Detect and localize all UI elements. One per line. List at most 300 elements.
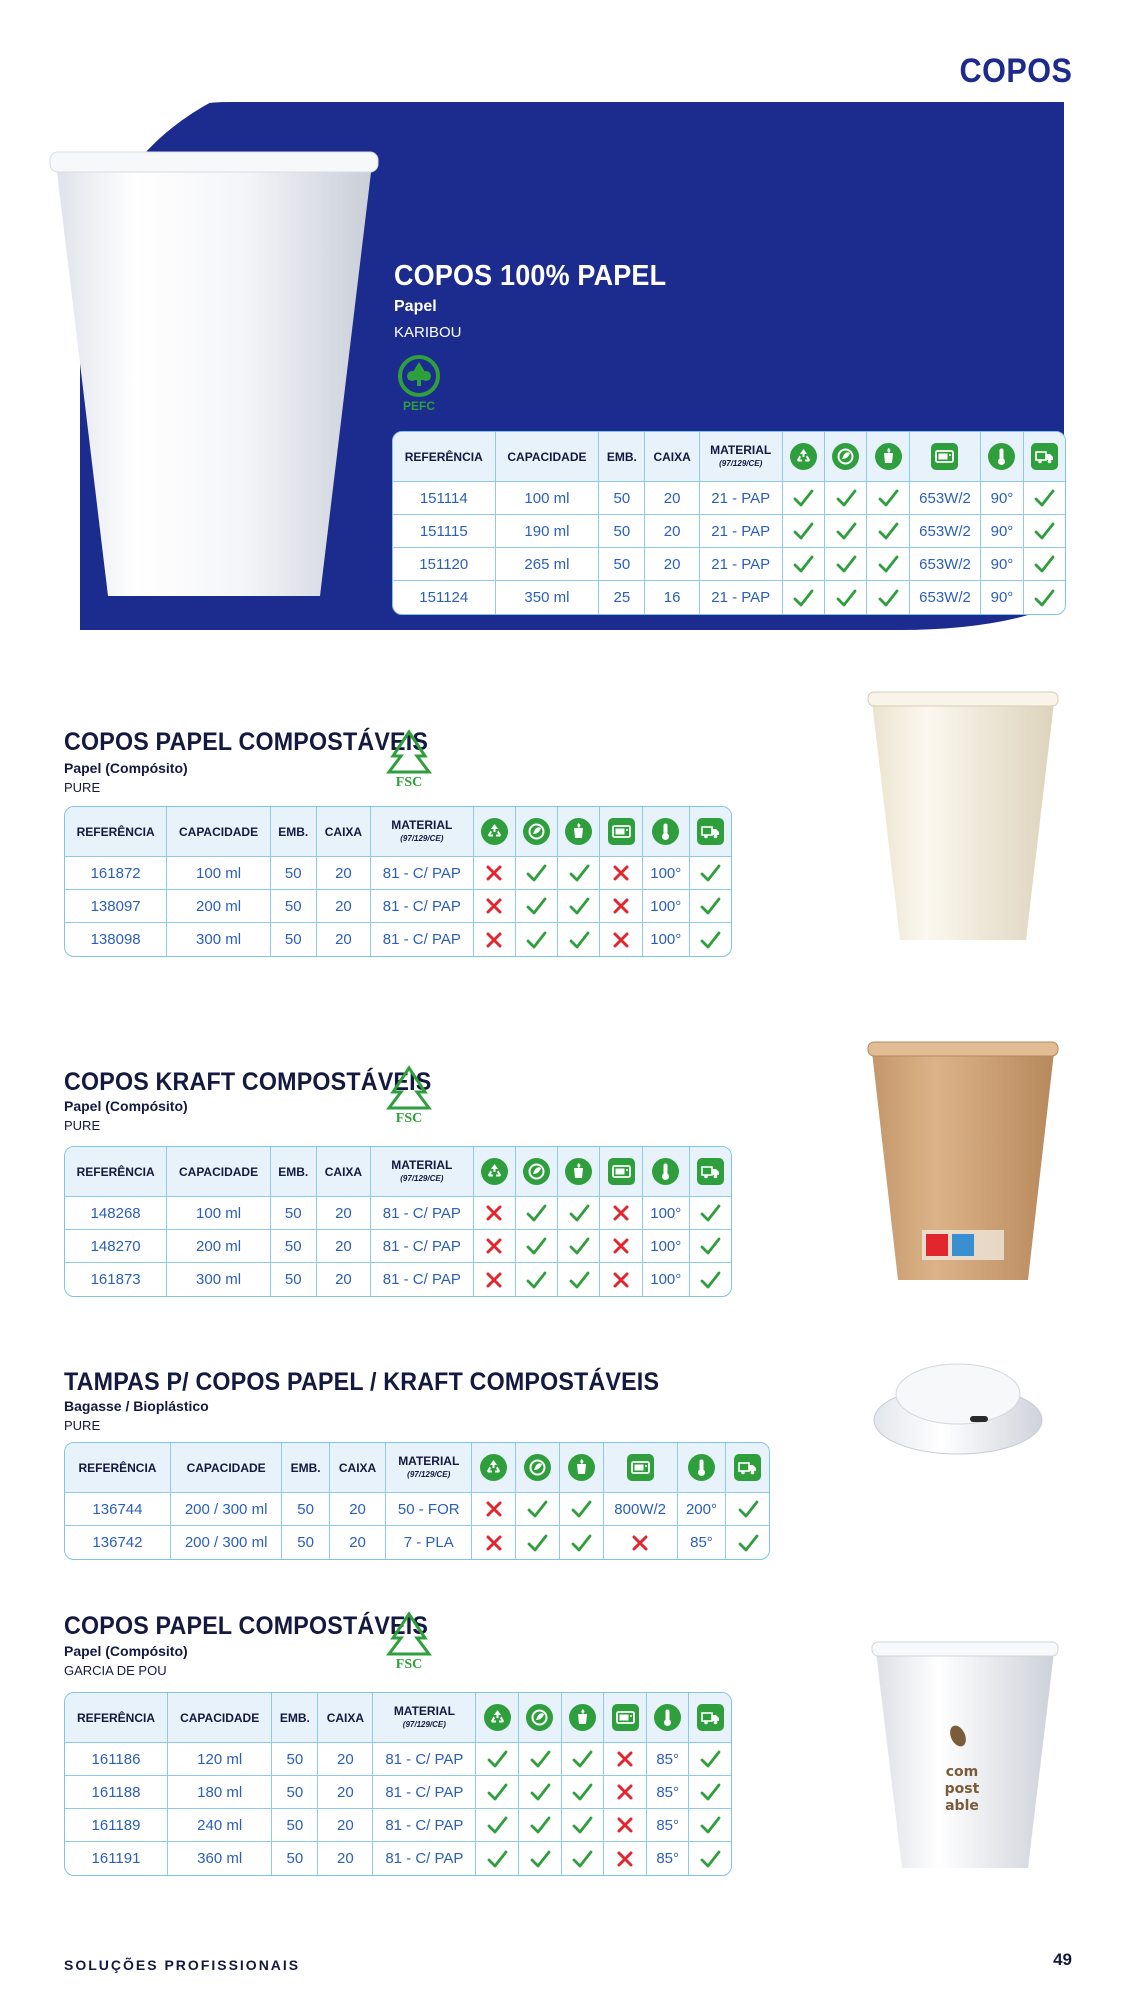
cell-caixa: 20 — [318, 1809, 373, 1842]
header-organic-waste-icon — [867, 432, 909, 482]
cell: 653W/2 — [910, 515, 982, 548]
cross-icon — [610, 895, 632, 917]
cell-ref: 151124 — [393, 581, 496, 614]
header-recyclable-icon — [472, 1443, 516, 1493]
check-icon — [699, 895, 721, 917]
compostable-paper-cup-image — [870, 1640, 1060, 1872]
section-title: COPOS 100% PAPEL — [394, 260, 667, 292]
cell: 100° — [643, 1197, 690, 1230]
cell — [1024, 482, 1065, 515]
table-row — [65, 857, 731, 890]
cell — [690, 1197, 731, 1230]
check-icon — [1033, 553, 1055, 575]
header-delivery-truck-icon — [689, 1693, 731, 1743]
cell — [726, 1526, 769, 1559]
cell-emb: 50 — [271, 1230, 317, 1263]
cross-icon — [629, 1532, 651, 1554]
cross-icon — [483, 929, 505, 951]
cell: 200° — [678, 1493, 727, 1526]
cell — [558, 1197, 600, 1230]
cell — [783, 515, 825, 548]
header-compostable-icon — [516, 807, 558, 857]
cell-emb: 50 — [599, 515, 645, 548]
check-icon — [529, 1781, 551, 1803]
cell: 800W/2 — [604, 1493, 678, 1526]
cell-caixa: 20 — [318, 1842, 373, 1875]
cell — [867, 548, 909, 581]
fsc-logo-text: FSC — [395, 775, 423, 790]
cell: 90° — [981, 548, 1023, 581]
check-icon — [525, 929, 547, 951]
cell-material: 81 - C/ PAP — [371, 857, 473, 890]
cell — [825, 515, 867, 548]
check-icon — [526, 1498, 548, 1520]
table-row — [65, 1493, 769, 1526]
table-row — [393, 482, 1065, 515]
cell-capacity: 200 / 300 ml — [171, 1493, 282, 1526]
cell-caixa: 20 — [317, 1230, 371, 1263]
cell-material: 7 - PLA — [386, 1526, 472, 1559]
cell-emb: 50 — [271, 1197, 317, 1230]
cell — [560, 1493, 604, 1526]
cross-icon — [614, 1848, 636, 1870]
table-row — [65, 1776, 731, 1809]
header-material: MATERIAL (97/129/CE) — [700, 432, 783, 482]
page-number: 49 — [1053, 1950, 1072, 1969]
compostable-icon — [526, 1704, 553, 1731]
check-icon — [526, 1532, 548, 1554]
cell — [867, 515, 909, 548]
organic-waste-icon — [565, 1158, 592, 1185]
section-brand: PURE — [64, 1418, 101, 1433]
cell — [604, 1743, 647, 1776]
cross-icon — [614, 1748, 636, 1770]
table-row — [393, 548, 1065, 581]
cup-print-text: post — [944, 1781, 980, 1797]
cell — [562, 1743, 605, 1776]
cell: 85° — [678, 1526, 727, 1559]
delivery-truck-icon — [697, 818, 724, 845]
microwave-icon — [612, 1704, 639, 1731]
cell — [474, 1263, 516, 1296]
header-emb: EMB. — [599, 432, 645, 482]
cell-emb: 50 — [599, 548, 645, 581]
compostable-icon — [524, 1454, 551, 1481]
cream-paper-cup-image — [866, 690, 1060, 944]
cell-emb: 50 — [271, 890, 317, 923]
header-capacity: CAPACIDADE — [171, 1443, 282, 1493]
cell — [825, 548, 867, 581]
spec-table — [64, 1442, 770, 1560]
cell — [558, 857, 600, 890]
cell — [604, 1842, 647, 1875]
header-microwave-icon — [604, 1443, 678, 1493]
cross-icon — [483, 1269, 505, 1291]
cell-emb: 50 — [272, 1842, 318, 1875]
microwave-icon — [931, 443, 958, 470]
cell — [519, 1842, 562, 1875]
check-icon — [568, 929, 590, 951]
header-capacity: CAPACIDADE — [167, 807, 271, 857]
cell — [600, 923, 642, 956]
cell-material: 81 - C/ PAP — [371, 1263, 473, 1296]
check-icon — [529, 1748, 551, 1770]
section-subtitle: Papel — [394, 298, 437, 315]
table-row — [65, 1263, 731, 1296]
cell — [600, 1230, 642, 1263]
header-thermometer-icon — [981, 432, 1023, 482]
check-icon — [570, 1498, 592, 1520]
header-microwave-icon — [600, 1147, 642, 1197]
section-subtitle: Papel (Compósito) — [64, 1098, 188, 1114]
check-icon — [486, 1748, 508, 1770]
cell-ref: 161872 — [65, 857, 167, 890]
cell — [516, 1526, 560, 1559]
cell — [690, 1230, 731, 1263]
section-brand: GARCIA DE POU — [64, 1663, 167, 1678]
table-header-row — [65, 1443, 769, 1493]
cell-ref: 161188 — [65, 1776, 168, 1809]
cell — [516, 1493, 560, 1526]
cross-icon — [614, 1814, 636, 1836]
compostable-icon — [523, 1158, 550, 1185]
cell-ref: 161191 — [65, 1842, 168, 1875]
cell-capacity: 120 ml — [168, 1743, 272, 1776]
cell — [519, 1809, 562, 1842]
delivery-truck-icon — [697, 1704, 724, 1731]
cell — [476, 1809, 519, 1842]
header-delivery-truck-icon — [1024, 432, 1065, 482]
cell — [558, 1263, 600, 1296]
header-recyclable-icon — [476, 1693, 519, 1743]
cell-ref: 161186 — [65, 1743, 168, 1776]
header-compostable-icon — [516, 1443, 560, 1493]
header-capacity: CAPACIDADE — [168, 1693, 272, 1743]
thermometer-icon — [652, 818, 679, 845]
spec-table — [64, 1146, 732, 1297]
check-icon — [737, 1532, 759, 1554]
cell-emb: 50 — [272, 1743, 318, 1776]
table-row — [65, 890, 731, 923]
cell — [1024, 548, 1065, 581]
cell-ref: 136744 — [65, 1493, 171, 1526]
cell-ref: 161873 — [65, 1263, 167, 1296]
section-subtitle: Papel (Compósito) — [64, 760, 188, 776]
check-icon — [568, 1269, 590, 1291]
cross-icon — [483, 1532, 505, 1554]
check-icon — [699, 1748, 721, 1770]
check-icon — [1033, 587, 1055, 609]
organic-waste-icon — [569, 1704, 596, 1731]
header-caixa: CAIXA — [318, 1693, 373, 1743]
check-icon — [568, 1202, 590, 1224]
header-ref: REFERÊNCIA — [65, 1147, 167, 1197]
cell-material: 81 - C/ PAP — [373, 1809, 476, 1842]
cell-caixa: 20 — [330, 1493, 386, 1526]
cell: 100° — [643, 1230, 690, 1263]
cell — [690, 890, 731, 923]
cell-ref: 151114 — [393, 482, 496, 515]
microwave-icon — [608, 818, 635, 845]
cell-ref: 151120 — [393, 548, 496, 581]
footer-label: SOLUÇÕES PROFISSIONAIS — [64, 1957, 301, 1973]
cross-icon — [610, 1269, 632, 1291]
check-icon — [792, 487, 814, 509]
check-icon — [568, 895, 590, 917]
header-ref: REFERÊNCIA — [393, 432, 496, 482]
cell — [516, 923, 558, 956]
check-icon — [835, 520, 857, 542]
cell — [604, 1776, 647, 1809]
cell-emb: 50 — [282, 1493, 329, 1526]
kraft-paper-cup-image — [866, 1040, 1060, 1284]
cell: 100° — [643, 1263, 690, 1296]
cell: 85° — [647, 1809, 690, 1842]
cell-capacity: 190 ml — [496, 515, 600, 548]
cell-emb: 50 — [599, 482, 645, 515]
table-header-row — [65, 1147, 731, 1197]
check-icon — [1033, 487, 1055, 509]
organic-waste-icon — [568, 1454, 595, 1481]
section-brand: KARIBOU — [394, 324, 462, 341]
cell-ref: 138098 — [65, 923, 167, 956]
cell-ref: 136742 — [65, 1526, 171, 1559]
thermometer-icon — [652, 1158, 679, 1185]
table-row — [65, 1809, 731, 1842]
header-thermometer-icon — [647, 1693, 690, 1743]
cross-icon — [610, 929, 632, 951]
cell-caixa: 20 — [317, 923, 371, 956]
header-caixa: CAIXA — [645, 432, 700, 482]
cell — [519, 1776, 562, 1809]
recyclable-icon — [481, 1158, 508, 1185]
cell-material: 21 - PAP — [700, 548, 783, 581]
check-icon — [568, 862, 590, 884]
check-icon — [571, 1814, 593, 1836]
cross-icon — [483, 862, 505, 884]
check-icon — [486, 1848, 508, 1870]
cell — [689, 1842, 731, 1875]
cell-caixa: 20 — [645, 548, 700, 581]
recyclable-icon — [484, 1704, 511, 1731]
cross-icon — [610, 1235, 632, 1257]
check-icon — [568, 1235, 590, 1257]
cell-caixa: 16 — [645, 581, 700, 614]
cell — [825, 482, 867, 515]
spec-table — [64, 1692, 732, 1876]
pefc-logo-text: PEFC — [402, 399, 436, 413]
header-recyclable-icon — [474, 1147, 516, 1197]
cell — [690, 857, 731, 890]
section-title: COPOS KRAFT COMPOSTÁVEIS — [64, 1068, 432, 1096]
table-row — [65, 923, 731, 956]
header-emb: EMB. — [272, 1693, 318, 1743]
cell — [472, 1526, 516, 1559]
check-icon — [737, 1498, 759, 1520]
cell — [562, 1776, 605, 1809]
cell-capacity: 180 ml — [168, 1776, 272, 1809]
header-microwave-icon — [600, 807, 642, 857]
cell — [474, 1230, 516, 1263]
check-icon — [877, 553, 899, 575]
cell-capacity: 200 ml — [167, 890, 271, 923]
cell-capacity: 100 ml — [496, 482, 600, 515]
fsc-logo-icon — [383, 728, 435, 790]
cell: 100° — [643, 857, 690, 890]
cell — [783, 581, 825, 614]
table-header-row — [65, 1693, 731, 1743]
header-material: MATERIAL (97/129/CE) — [386, 1443, 472, 1493]
check-icon — [835, 553, 857, 575]
table-row — [65, 1197, 731, 1230]
cross-icon — [610, 1202, 632, 1224]
header-compostable-icon — [519, 1693, 562, 1743]
table-row — [65, 1526, 769, 1559]
thermometer-icon — [988, 443, 1015, 470]
cell-capacity: 300 ml — [167, 923, 271, 956]
cell-capacity: 100 ml — [167, 857, 271, 890]
cell-caixa: 20 — [318, 1743, 373, 1776]
header-organic-waste-icon — [562, 1693, 605, 1743]
header-organic-waste-icon — [558, 1147, 600, 1197]
check-icon — [877, 487, 899, 509]
cell — [476, 1743, 519, 1776]
header-ref: REFERÊNCIA — [65, 1693, 168, 1743]
delivery-truck-icon — [734, 1454, 761, 1481]
header-material: MATERIAL (97/129/CE) — [371, 1147, 473, 1197]
cell-capacity: 265 ml — [496, 548, 600, 581]
cell-ref: 148268 — [65, 1197, 167, 1230]
cell — [558, 923, 600, 956]
cell — [783, 482, 825, 515]
table-row — [393, 515, 1065, 548]
check-icon — [835, 487, 857, 509]
cross-icon — [610, 862, 632, 884]
cell-ref: 148270 — [65, 1230, 167, 1263]
check-icon — [699, 929, 721, 951]
check-icon — [792, 553, 814, 575]
cell-caixa: 20 — [318, 1776, 373, 1809]
cell-emb: 50 — [272, 1776, 318, 1809]
cross-icon — [483, 1498, 505, 1520]
check-icon — [571, 1781, 593, 1803]
cell: 85° — [647, 1842, 690, 1875]
cell — [689, 1809, 731, 1842]
header-ref: REFERÊNCIA — [65, 1443, 171, 1493]
compostable-icon — [523, 818, 550, 845]
page-title: COPOS — [959, 52, 1072, 90]
cell — [519, 1743, 562, 1776]
spec-table — [64, 806, 732, 957]
cell-capacity: 100 ml — [167, 1197, 271, 1230]
cell: 90° — [981, 515, 1023, 548]
cell — [516, 1263, 558, 1296]
microwave-icon — [627, 1454, 654, 1481]
cell-emb: 50 — [271, 857, 317, 890]
check-icon — [525, 895, 547, 917]
cup-print-text: com — [945, 1764, 979, 1780]
cell — [690, 1263, 731, 1296]
check-icon — [699, 1235, 721, 1257]
header-caixa: CAIXA — [317, 807, 371, 857]
cell — [604, 1526, 678, 1559]
cell-capacity: 300 ml — [167, 1263, 271, 1296]
white-paper-cup-image — [48, 150, 380, 602]
cell — [476, 1842, 519, 1875]
check-icon — [486, 1814, 508, 1836]
cell-caixa: 20 — [317, 1197, 371, 1230]
header-emb: EMB. — [271, 1147, 317, 1197]
check-icon — [699, 1269, 721, 1291]
table-row — [65, 1743, 731, 1776]
cell-capacity: 200 / 300 ml — [171, 1526, 282, 1559]
cell-capacity: 350 ml — [496, 581, 600, 614]
check-icon — [571, 1748, 593, 1770]
header-ref: REFERÊNCIA — [65, 807, 167, 857]
table-row — [65, 1230, 731, 1263]
cell-caixa: 20 — [317, 1263, 371, 1296]
table-header-row — [65, 807, 731, 857]
table-row — [65, 1842, 731, 1875]
cell — [689, 1776, 731, 1809]
check-icon — [792, 587, 814, 609]
cell — [474, 857, 516, 890]
check-icon — [529, 1814, 551, 1836]
cell-material: 50 - FOR — [386, 1493, 472, 1526]
check-icon — [877, 520, 899, 542]
header-capacity: CAPACIDADE — [496, 432, 600, 482]
compostable-icon — [832, 443, 859, 470]
cell: 653W/2 — [910, 482, 982, 515]
cell: 90° — [981, 482, 1023, 515]
section-subtitle: Papel (Compósito) — [64, 1643, 188, 1659]
cell — [1024, 515, 1065, 548]
cell — [1024, 581, 1065, 614]
cup-print-text: able — [945, 1798, 979, 1814]
check-icon — [835, 587, 857, 609]
thermometer-icon — [688, 1454, 715, 1481]
check-icon — [525, 862, 547, 884]
header-caixa: CAIXA — [317, 1147, 371, 1197]
microwave-icon — [608, 1158, 635, 1185]
check-icon — [699, 1814, 721, 1836]
cell-material: 81 - C/ PAP — [371, 1197, 473, 1230]
cell-ref: 138097 — [65, 890, 167, 923]
cell: 85° — [647, 1743, 690, 1776]
cell-emb: 50 — [272, 1809, 318, 1842]
cell: 653W/2 — [910, 581, 982, 614]
cross-icon — [483, 895, 505, 917]
recyclable-icon — [480, 1454, 507, 1481]
cell-capacity: 240 ml — [168, 1809, 272, 1842]
cell — [474, 890, 516, 923]
check-icon — [699, 1202, 721, 1224]
cross-icon — [614, 1781, 636, 1803]
cell-capacity: 200 ml — [167, 1230, 271, 1263]
cell — [783, 548, 825, 581]
cell — [476, 1776, 519, 1809]
section-brand: PURE — [64, 780, 101, 795]
cell: 100° — [643, 890, 690, 923]
check-icon — [1033, 520, 1055, 542]
header-material: MATERIAL (97/129/CE) — [371, 807, 473, 857]
header-delivery-truck-icon — [726, 1443, 769, 1493]
delivery-truck-icon — [697, 1158, 724, 1185]
cell-caixa: 20 — [317, 890, 371, 923]
check-icon — [486, 1781, 508, 1803]
cell-caixa: 20 — [330, 1526, 386, 1559]
cell — [690, 923, 731, 956]
